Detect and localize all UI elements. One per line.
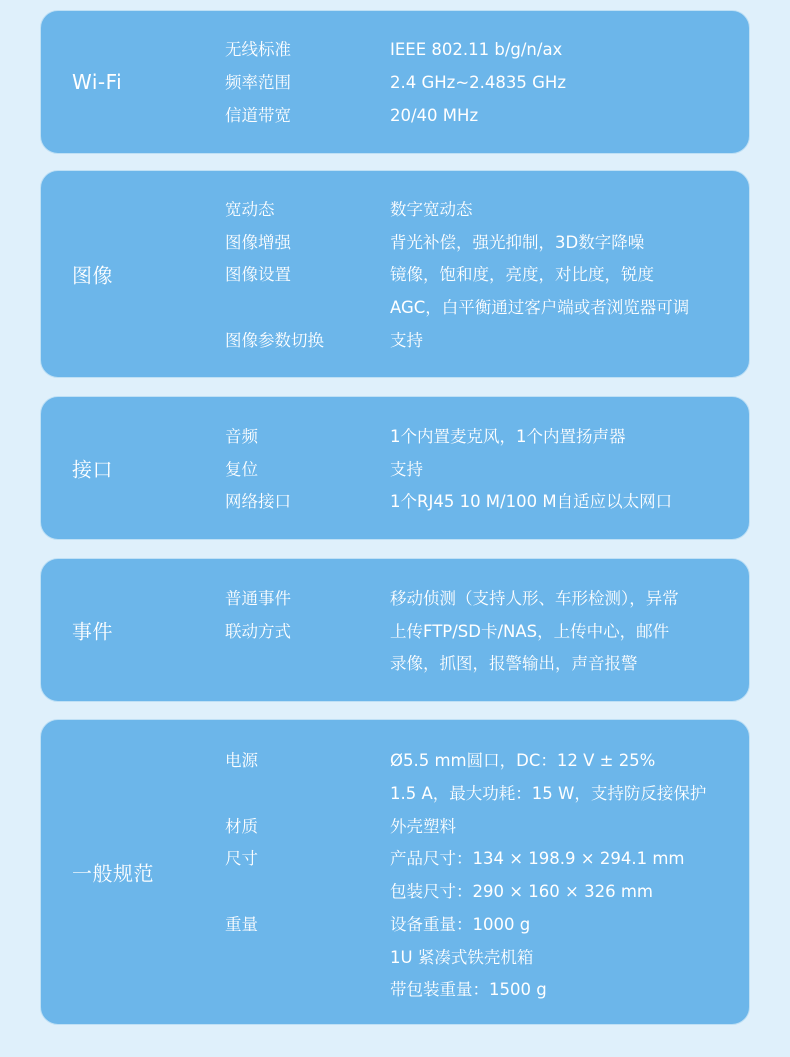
spec-label: 重量 — [225, 915, 258, 934]
section-title: 一般规范 — [72, 861, 154, 886]
spec-value-continued: 带包装重量：1500 g — [390, 980, 547, 999]
spec-card-events — [40, 558, 750, 702]
spec-label: 宽动态 — [225, 200, 275, 219]
spec-value: 1个RJ45 10 M/100 M自适应以太网口 — [390, 492, 673, 511]
spec-label: 音频 — [225, 427, 258, 446]
spec-value: 镜像，饱和度，亮度，对比度，锐度 — [390, 265, 654, 284]
spec-label: 频率范围 — [225, 73, 291, 92]
spec-value-continued: 录像，抓图，报警输出，声音报警 — [390, 654, 638, 673]
spec-value-continued: 1U 紧凑式铁壳机箱 — [390, 948, 534, 967]
spec-label: 尺寸 — [225, 849, 258, 868]
section-title: 接口 — [72, 457, 113, 482]
spec-card-interface — [40, 396, 750, 540]
spec-value: 20/40 MHz — [390, 106, 479, 125]
spec-label: 电源 — [225, 751, 258, 770]
spec-value: 移动侦测（支持人形、车形检测），异常 — [390, 589, 679, 608]
spec-label: 复位 — [225, 460, 258, 479]
spec-value: 2.4 GHz~2.4835 GHz — [390, 73, 566, 92]
spec-value-continued: AGC，白平衡通过客户端或者浏览器可调 — [390, 298, 690, 317]
spec-card-image — [40, 170, 750, 378]
spec-label: 图像增强 — [225, 233, 291, 252]
section-title: 图像 — [72, 263, 113, 288]
spec-value: Ø5.5 mm圆口，DC：12 V ± 25% — [390, 751, 656, 770]
spec-label: 材质 — [225, 817, 258, 836]
spec-value: 数字宽动态 — [390, 200, 473, 219]
spec-value-continued: 1.5 A，最大功耗：15 W，支持防反接保护 — [390, 784, 707, 803]
spec-label: 普通事件 — [225, 589, 291, 608]
spec-card-wifi — [40, 10, 750, 154]
spec-value: 产品尺寸：134 × 198.9 × 294.1 mm — [390, 849, 685, 868]
spec-label: 图像参数切换 — [225, 331, 324, 350]
spec-value: IEEE 802.11 b/g/n/ax — [390, 40, 563, 59]
spec-label: 图像设置 — [225, 265, 291, 284]
spec-value-continued: 包装尺寸：290 × 160 × 326 mm — [390, 882, 654, 901]
section-title: Wi-Fi — [72, 70, 123, 94]
spec-label: 联动方式 — [225, 622, 291, 641]
spec-label: 无线标准 — [225, 40, 291, 59]
spec-card-general — [40, 719, 750, 1025]
spec-label: 网络接口 — [225, 492, 291, 511]
spec-value: 外壳塑料 — [390, 817, 456, 836]
spec-label: 信道带宽 — [225, 106, 291, 125]
spec-value: 背光补偿，强光抑制，3D数字降噪 — [390, 233, 645, 252]
spec-value: 设备重量：1000 g — [390, 915, 531, 934]
spec-value: 支持 — [390, 460, 423, 479]
section-title: 事件 — [72, 619, 113, 644]
spec-value: 支持 — [390, 331, 423, 350]
spec-value: 上传FTP/SD卡/NAS，上传中心，邮件 — [390, 622, 670, 641]
spec-value: 1个内置麦克风，1个内置扬声器 — [390, 427, 626, 446]
